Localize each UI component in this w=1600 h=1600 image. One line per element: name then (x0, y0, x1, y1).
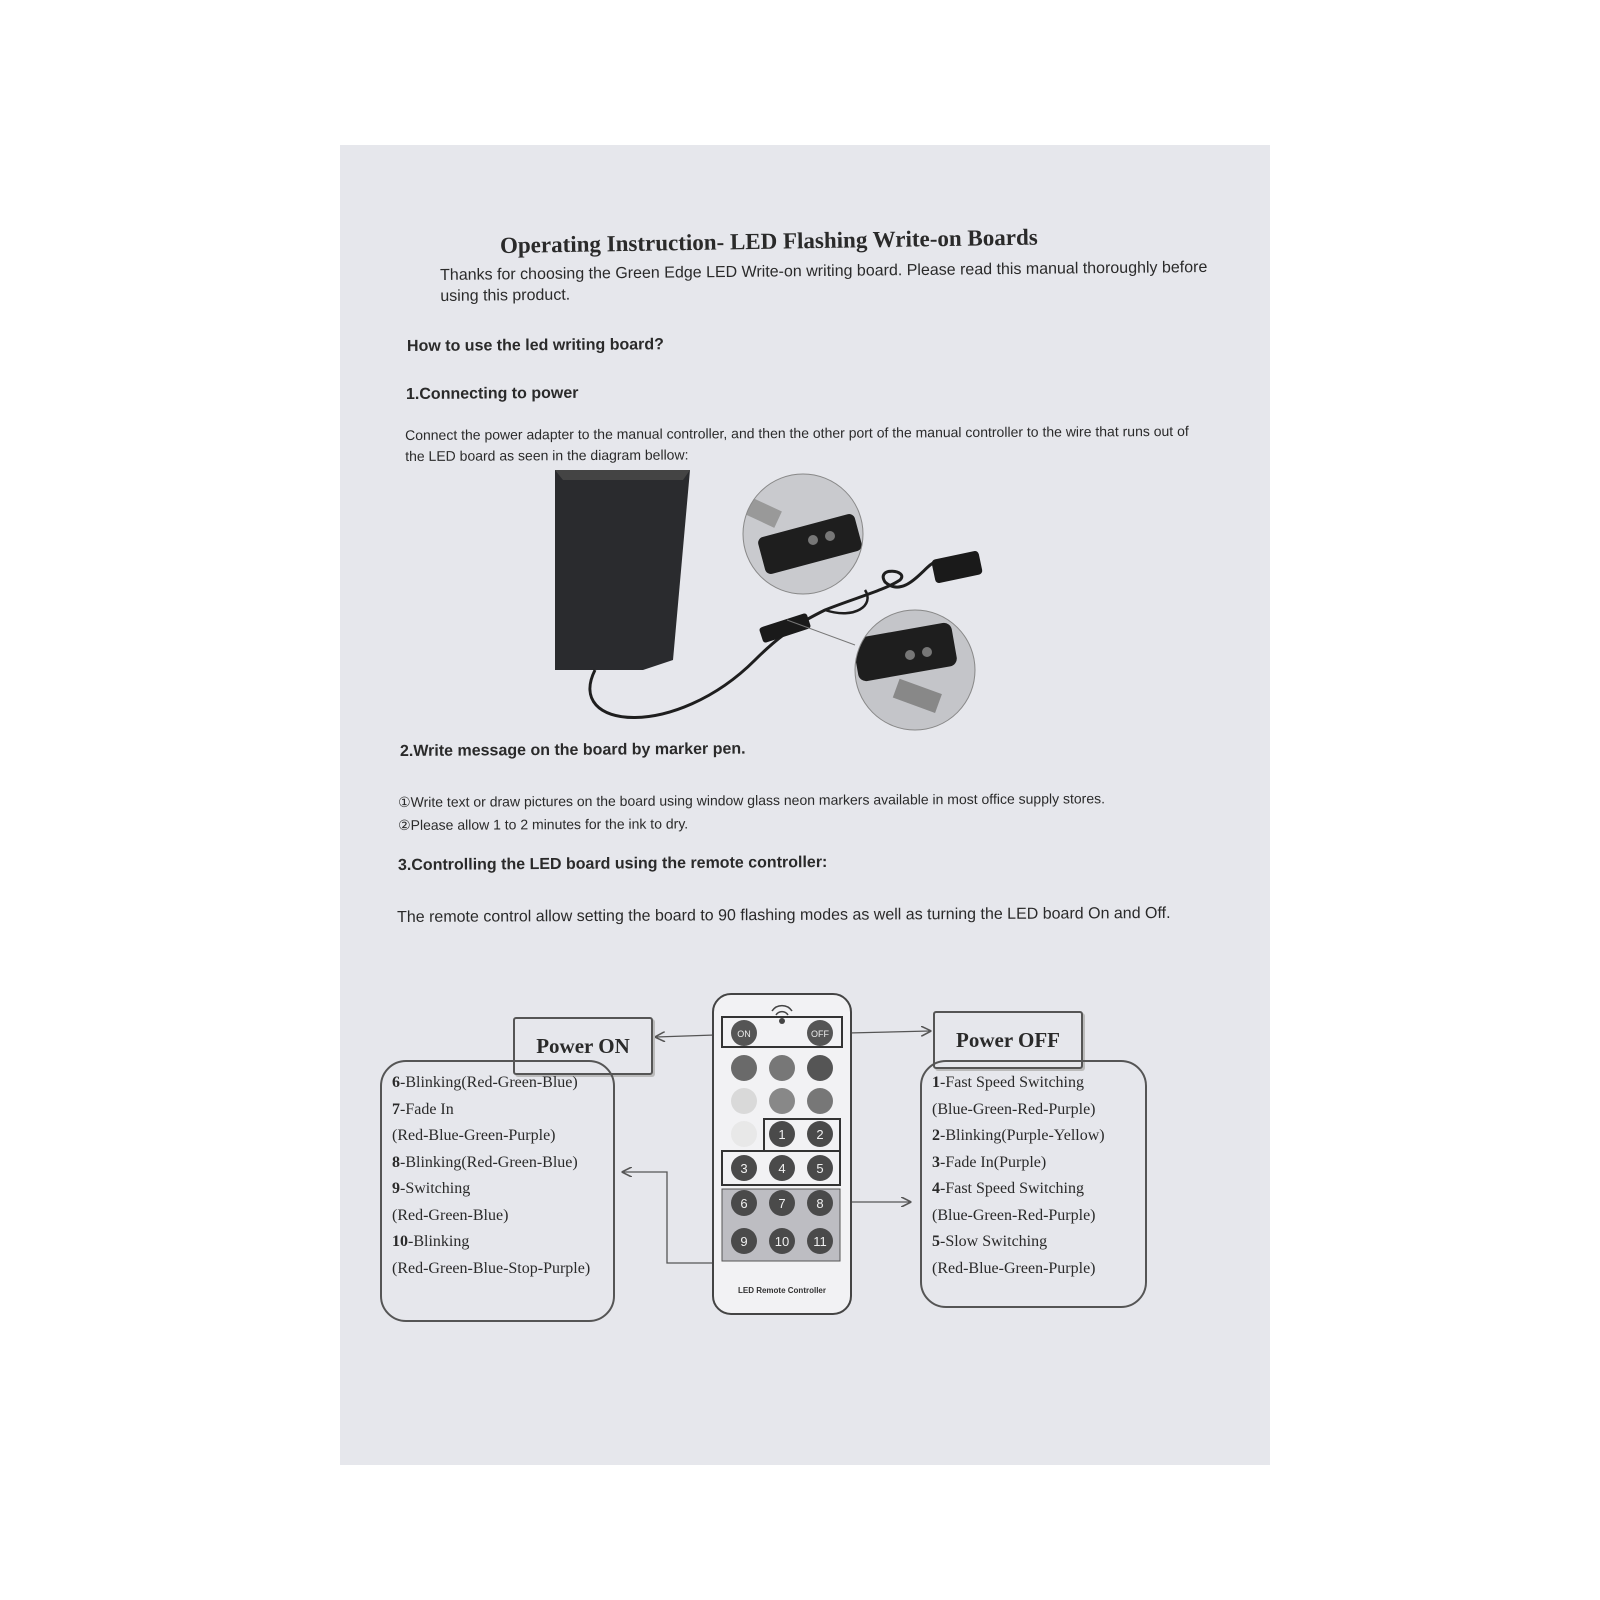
remote-button-label: 3 (740, 1161, 748, 1176)
left-mode-line (392, 1070, 613, 1097)
mode-description: -Fade In (400, 1100, 454, 1118)
mode-number: 7 (392, 1100, 400, 1118)
mode-description: (Red-Green-Blue) (392, 1206, 509, 1224)
mode-number: 10 (392, 1233, 408, 1250)
remote-button-label: 1 (778, 1127, 786, 1142)
intro-paragraph: Thanks for choosing the Green Edge LED Write-on writing board. Please read this manual thoroughly before using this product. (440, 258, 1208, 305)
left-mode-line (392, 1176, 613, 1203)
remote-button-label: 11 (813, 1234, 827, 1249)
mode-description: (Blue-Green-Red-Purple) (932, 1206, 1096, 1224)
right-mode-line (932, 1203, 1145, 1230)
remote-button-label: 10 (774, 1234, 790, 1249)
remote-button-label: 8 (816, 1196, 824, 1211)
instruction-sheet (340, 145, 1270, 1465)
led-board-image (555, 470, 690, 670)
remote-button-label: 9 (740, 1234, 748, 1249)
mode-description: -Blinking (408, 1233, 470, 1250)
how-to-heading: How to use the led writing board? (406, 336, 664, 355)
right-mode-line (932, 1176, 1145, 1203)
mode-description: (Red-Blue-Green-Purple) (392, 1127, 556, 1144)
section3-body: The remote control allow setting the board to 90 flashing modes as well as turning the LED board On and Off. (397, 904, 1171, 926)
right-mode-line (932, 1097, 1145, 1124)
mode-number: 5 (932, 1233, 940, 1250)
remote-button-label: 4 (778, 1161, 786, 1176)
connection-photo (555, 470, 1015, 745)
right-mode-line (932, 1123, 1145, 1150)
right-mode-line (932, 1256, 1145, 1283)
right-mode-line (932, 1229, 1145, 1256)
remote-on-button: ON (737, 1029, 751, 1039)
remote-off-button: OFF (811, 1029, 829, 1039)
left-mode-line (392, 1256, 613, 1283)
manual-controller-image (759, 613, 811, 644)
remote-button-label: 6 (740, 1196, 748, 1211)
mode-number: 8 (392, 1153, 400, 1171)
mode-description: -Fast Speed Switching (940, 1074, 1084, 1091)
power-on-label: Power ON (513, 1017, 653, 1075)
left-mode-line (392, 1150, 613, 1177)
remote-button-label: 2 (816, 1127, 824, 1142)
section1-body: Connect the power adapter to the manual controller, and then the other port of the manual controller to the wire that runs out of the LED board as seen in the diagram bellow: (405, 422, 1189, 464)
mode-number: 2 (932, 1127, 940, 1144)
left-mode-line (392, 1123, 613, 1150)
right-mode-line (932, 1150, 1145, 1177)
remote-button-label: 7 (778, 1196, 786, 1211)
mode-number: 6 (392, 1074, 400, 1091)
mode-description: (Red-Blue-Green-Purple) (932, 1259, 1096, 1277)
mode-description: -Fade In(Purple) (940, 1153, 1047, 1171)
left-mode-line (392, 1097, 613, 1124)
power-adapter-image (931, 550, 983, 583)
left-mode-line (392, 1229, 613, 1256)
document-title: Operating Instruction- LED Flashing Write-on Boards (499, 224, 1038, 258)
power-off-label: Power OFF (933, 1011, 1083, 1069)
mode-description: -Blinking(Red-Green-Blue) (400, 1153, 578, 1171)
remote-button-label: 5 (816, 1161, 824, 1176)
section3-heading: 3.Controlling the LED board using the remote controller: (397, 854, 828, 874)
section2-item-2: ②Please allow 1 to 2 minutes for the ink to dry. (398, 815, 689, 833)
mode-description: -Fast Speed Switching (940, 1180, 1084, 1197)
right-mode-line (932, 1070, 1145, 1097)
left-modes-box (380, 1060, 615, 1322)
section1-heading: 1.Connecting to power (405, 384, 579, 403)
mode-number: 9 (392, 1180, 400, 1197)
mode-description: (Blue-Green-Red-Purple) (932, 1100, 1096, 1118)
led-remote-controller-image (712, 993, 852, 1315)
mode-description: -Blinking(Purple-Yellow) (940, 1127, 1105, 1144)
mode-number: 1 (932, 1074, 940, 1091)
remote-label: LED Remote Controller (737, 1286, 827, 1295)
left-mode-line (392, 1203, 613, 1230)
right-modes-box (920, 1060, 1147, 1308)
section2-heading: 2.Write message on the board by marker pen. (399, 740, 746, 760)
mode-description: -Switching (400, 1180, 471, 1197)
mode-description: (Red-Green-Blue-Stop-Purple) (392, 1259, 591, 1277)
mode-number: 3 (932, 1153, 940, 1171)
mode-description: -Slow Switching (940, 1233, 1048, 1250)
mode-number: 4 (932, 1180, 940, 1197)
mode-description: -Blinking(Red-Green-Blue) (400, 1074, 578, 1091)
section2-item-1: ①Write text or draw pictures on the board using window glass neon markers available in most office supply stores. (398, 790, 1106, 810)
